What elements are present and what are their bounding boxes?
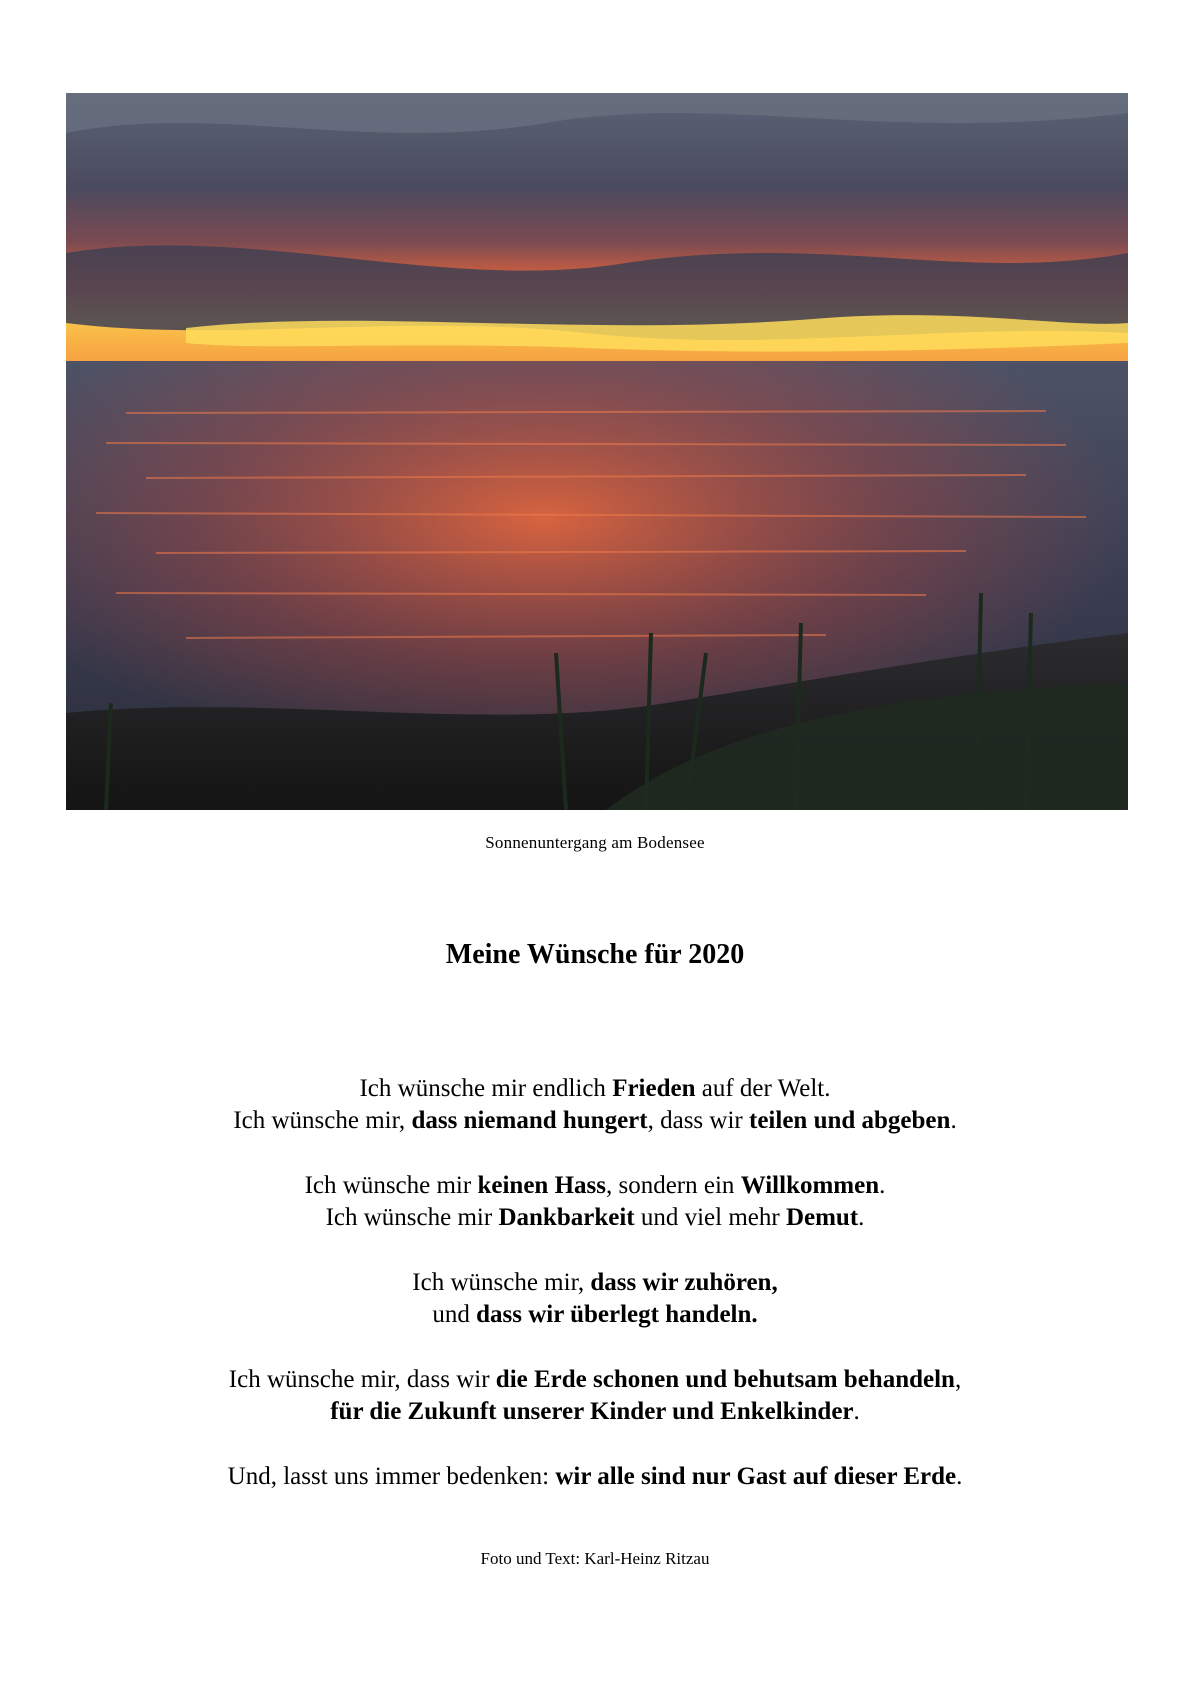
poem-stanza xyxy=(0,1461,1190,1493)
poem-line xyxy=(0,1202,1190,1234)
poem-text: Ich wünsche mir, xyxy=(233,1107,412,1134)
poem-emphasis: wir alle sind nur Gast auf dieser Erde xyxy=(555,1463,957,1490)
poem-line xyxy=(0,1170,1190,1202)
poem-emphasis: Demut xyxy=(785,1204,859,1231)
poem-emphasis: für die Zukunft unserer Kinder und Enkelkinder xyxy=(330,1398,854,1425)
poem-stanza xyxy=(0,1267,1190,1331)
poem-text: Ich wünsche mir, xyxy=(412,1269,591,1296)
poem-line xyxy=(0,1105,1190,1137)
poem-stanza xyxy=(0,1073,1190,1137)
poem-line xyxy=(0,1461,1190,1493)
poem-text: , sondern ein xyxy=(605,1172,741,1199)
sunset-photo-drawing xyxy=(66,93,1128,810)
poem-emphasis: Willkommen xyxy=(740,1172,880,1199)
poem-emphasis: die Erde schonen und behutsam behandeln xyxy=(495,1366,955,1393)
poem-text: . xyxy=(858,1204,865,1231)
poem-emphasis: Frieden xyxy=(612,1075,696,1102)
poem-emphasis: teilen und abgeben xyxy=(749,1107,951,1134)
photo-credit: Foto und Text: Karl-Heinz Ritzau xyxy=(480,1549,710,1568)
poem-stanza xyxy=(0,1364,1190,1428)
sunset-photo xyxy=(66,93,1128,810)
poem-text: und xyxy=(432,1301,477,1328)
poem-emphasis: dass niemand hungert xyxy=(411,1107,648,1134)
poem-stanza xyxy=(0,1170,1190,1234)
poem-text: . xyxy=(956,1463,963,1490)
poem-text: Ich wünsche mir, dass wir xyxy=(228,1366,496,1393)
poem-text: . xyxy=(853,1398,860,1425)
poem-emphasis: dass wir überlegt handeln. xyxy=(476,1301,758,1328)
poem-line xyxy=(0,1073,1190,1105)
poem xyxy=(0,1073,1190,1526)
poem-emphasis: dass wir zuhören, xyxy=(590,1269,778,1296)
poem-text: , xyxy=(954,1366,962,1393)
poem-line xyxy=(0,1299,1190,1331)
poem-text: Ich wünsche mir xyxy=(304,1172,478,1199)
poem-text: , dass wir xyxy=(647,1107,749,1134)
poem-emphasis: Dankbarkeit xyxy=(498,1204,635,1231)
poem-text: Ich wünsche mir endlich xyxy=(359,1075,613,1102)
page-title: Meine Wünsche für 2020 xyxy=(445,939,745,970)
poem-line xyxy=(0,1396,1190,1428)
poem-text: auf der Welt. xyxy=(695,1075,831,1102)
poem-line xyxy=(0,1364,1190,1396)
poem-text: . xyxy=(950,1107,957,1134)
photo-caption: Sonnenuntergang am Bodensee xyxy=(485,833,705,852)
poem-text: . xyxy=(879,1172,886,1199)
poem-line xyxy=(0,1267,1190,1299)
poem-text: Und, lasst uns immer bedenken: xyxy=(227,1463,556,1490)
poem-emphasis: keinen Hass xyxy=(477,1172,606,1199)
poem-text: und viel mehr xyxy=(634,1204,786,1231)
poem-text: Ich wünsche mir xyxy=(325,1204,499,1231)
